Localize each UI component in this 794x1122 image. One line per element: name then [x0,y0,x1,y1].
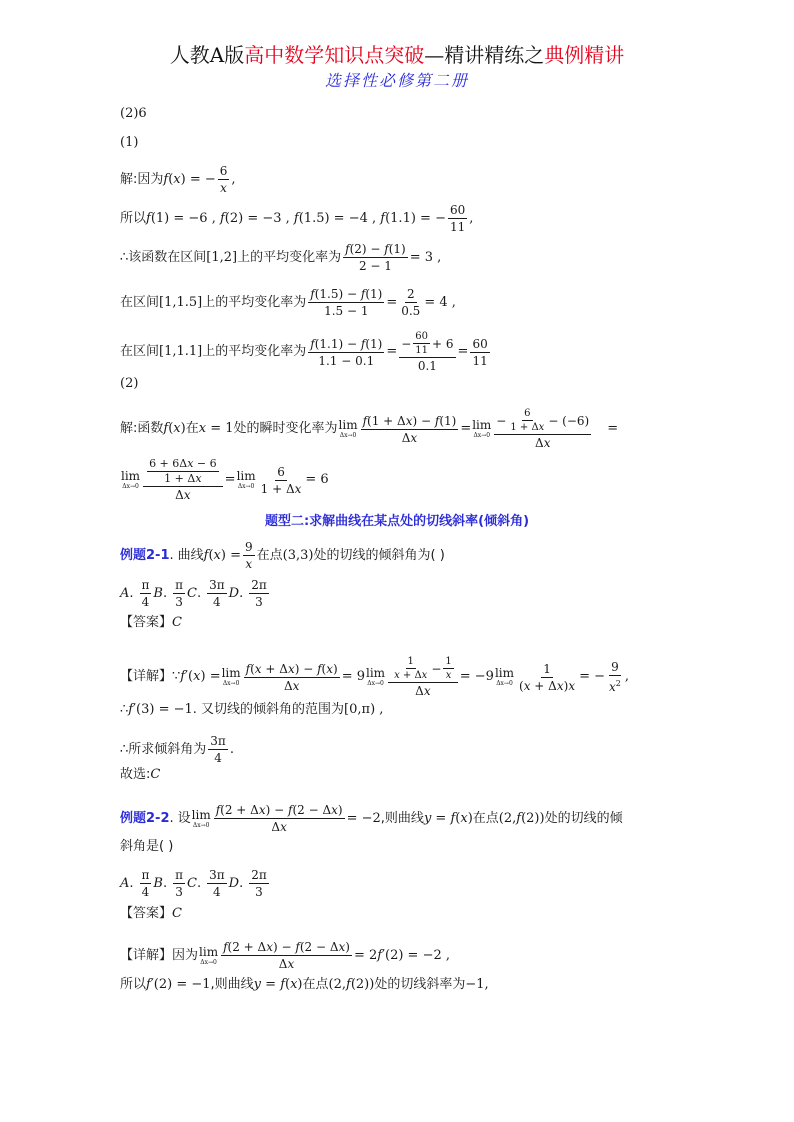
page-header [0,42,794,68]
fraction: $\frac{f(1.5) - f(1)}{1.5 - 1}$ [310,287,383,318]
example-2-1-angle: ∴所求倾斜角为 3π 4 . [120,734,234,765]
fraction: $\frac{f(2) - f(1)}{2 - 1}$ [345,242,406,273]
fraction: 3π 4 [210,734,226,765]
header-topic: 典例精讲 [544,43,625,67]
fraction: $\frac{f(1 + \Delta x) - f(1)}{\Delta x}$ [362,413,457,445]
fraction: $\frac{60}{11}$ [449,203,466,234]
example-2-2-stem-cont: 斜角是( ) [120,839,174,854]
fraction: $\frac{60}{11}$ [472,336,488,368]
header-series: 高中数学知识点突破 [244,43,425,67]
limit: lim Δx→0 [338,418,358,439]
limit: lim Δx→0 [494,666,515,687]
fraction: π 4 [141,578,150,609]
header-publisher: 人教A版 [169,43,245,67]
example-2-1-answer: 【答案】 C [120,615,182,630]
line-function-values: 所以 f(1) = −6 , f(2) = −3 , f(1.5) = −4 , f(1.1) = − $\frac{60}{11}$ , [120,203,474,234]
header-connector: —精讲精练之 [424,43,545,67]
fraction: $\frac{f(x + \Delta x) - f(x)}{\Delta x}$ [245,661,338,693]
fraction: 2π 3 [251,578,267,609]
line-instant-rate: 解:函数 f(x) 在 x = 1 处的瞬时变化率为 lim Δx→0 $\frac{f(1 + \Delta x) - f(1)}{\Delta x}$ = lim Δx→0 − 6 1 + Δx − (−6) Δx = [120,408,619,450]
limit: lim Δx→0 [191,807,211,829]
line-solution-definition: 解:因为 f(x) = − $\frac{6}{x}$ , [120,164,236,195]
example-2-2-options: A . π 4 B . π 3 C . 3π 4 D . 2π 3 [120,868,267,899]
example-2-2-stem: 例题2-2 . 设 lim Δx→0 $\frac{f(2 + \Delta x) - f(2 - \Delta x)}{\Delta x}$ = −2 ,则曲线 y = f(x) 在点 (2,f(2)) 处的切线的倾 [120,803,623,834]
line-part1-label: (1) [120,135,139,150]
limit: lim Δx→0 [221,666,241,687]
fraction: − 60 11 + 6 0.1 [401,331,454,373]
line-avg-rate-1-2: ∴该函数在区间 [1,2] 上的平均变化率为 $\frac{f(2) - f(1)}{2 - 1}$ = 3 , [120,242,442,273]
example-2-1-conclusion: 故选: C [120,767,161,782]
fraction: − 6 1 + Δx − (−6) Δx [496,408,590,450]
fraction: 1 x + Δx − 1 x Δx [388,656,458,698]
section-title: 题型二:求解曲线在某点处的切线斜率(倾斜角) [264,514,530,529]
fraction: $\frac{f(2 + \Delta x) - f(2 - \Delta x)}{\Delta x}$ [223,940,350,971]
fraction: $\frac{6}{x}$ [219,164,228,195]
fraction: 3π 4 [209,578,225,609]
fraction: $\frac{2}{0.5}$ [401,287,421,318]
limit: lim Δx→0 [199,944,219,966]
example-2-1-derivative-value: ∴ f′(3) = −1 . 又切线的倾斜角的范围为 [0,π) , [120,702,384,717]
fraction: π 3 [175,868,184,899]
fraction: π 3 [175,578,184,609]
limit: lim Δx→0 [236,469,256,490]
fraction: $\frac{f(2 + \Delta x) - f(2 - \Delta x)}{\Delta x}$ [215,803,343,834]
line-avg-rate-1-1.5: 在区间 [1,1.5] 上的平均变化率为 $\frac{f(1.5) - f(1)}{1.5 - 1}$ = $\frac{2}{0.5}$ = 4 , [120,287,456,318]
example-2-2-slope: 所以 f′(2) = −1 ,则曲线 y = f(x) 在点 (2,f(2)) 处的切线斜率为 −1, [120,977,489,992]
fraction: $\frac{f(1.1) - f(1)}{1.1 - 0.1}$ [310,336,383,368]
line-answer-summary: (2)6 [120,106,147,121]
fraction: π 4 [141,868,150,899]
example-2-1-options: A . π 4 B . π 3 C . 3π 4 D . 2π 3 [120,578,267,609]
limit: lim Δx→0 [121,469,141,490]
line-part2-label: (2) [120,376,139,391]
example-2-1-stem: 例题2-1 . 曲线 f(x) = $\frac{9}{x}$ 在点 (3,3) 处的切线的倾斜角为( ) [120,540,445,571]
fraction: 2π 3 [251,868,267,899]
example-2-2-detail: 【详解】因为 lim Δx→0 $\frac{f(2 + \Delta x) - f(2 - \Delta x)}{\Delta x}$ = 2f′(2) = −2 , [120,940,451,971]
fraction: $\frac{9}{x^2}$ [609,660,621,694]
line-avg-rate-1-1.1: 在区间 [1,1.1] 上的平均变化率为 $\frac{f(1.1) - f(1)}{1.1 - 0.1}$ = − 60 11 + 6 0.1 = $\frac{60}{11}$ [120,331,488,373]
limit: lim Δx→0 [472,418,492,439]
limit: lim Δx→0 [366,666,386,687]
fraction: $\frac{9}{x}$ [245,540,253,571]
fraction: $\frac{1}{(x + \Delta x)x}$ [519,661,576,693]
example-2-2-answer: 【答案】 C [120,906,182,921]
header-subtitle: 选择性必修第二册 [324,71,469,90]
fraction: 3π 4 [209,868,225,899]
line-instant-rate-cont: lim Δx→0 $\frac{\frac{6 + 6\Delta x - 6}{1 + \Delta x}}{\Delta x}$ = lim Δx→0 $\frac{6}{1 + \Delta x}$ = 6 [121,457,329,502]
example-2-1-detail: 【详解】 ∵f′(x) = lim Δx→0 $\frac{f(x + \Delta x) - f(x)}{\Delta x}$ = 9 lim Δx→0 1 x + Δx − 1 x Δx = −9 lim Δx→0 $\frac{1}{(x + \Delta x)x}$ = − $\frac{9}{x^2}$ , [120,656,630,698]
fraction: $\frac{\frac{6 + 6\Delta x - 6}{1 + \Delta x}}{\Delta x}$ [143,458,223,502]
fraction: $\frac{6}{1 + \Delta x}$ [260,464,302,496]
